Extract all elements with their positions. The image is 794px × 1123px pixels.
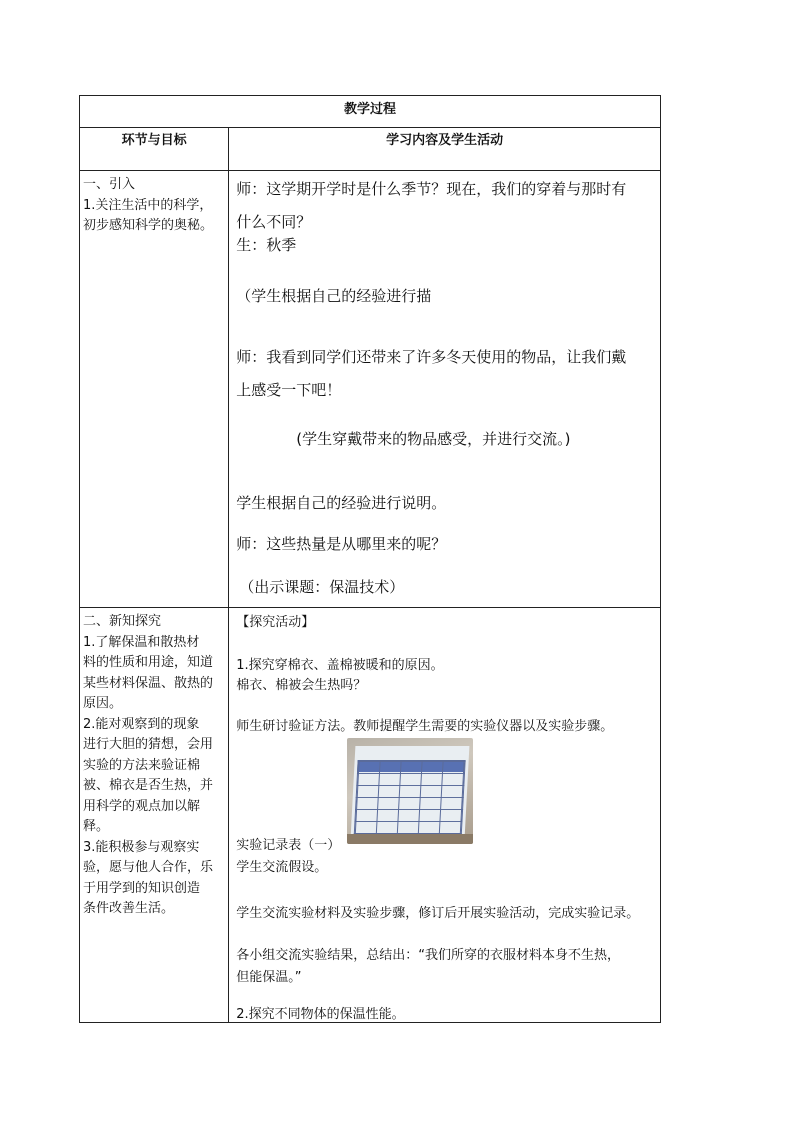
row-explore-content bbox=[229, 608, 661, 1023]
column-header-content-activity: 学习内容及学生活动 bbox=[229, 128, 661, 171]
goal-line: 用科学的观点加以解 bbox=[83, 798, 201, 814]
photo-caption: 实验记录表（一） bbox=[236, 838, 341, 853]
goal-line: 实验的方法来验证棉 bbox=[83, 757, 201, 773]
content-line: 学生交流假设。 bbox=[236, 860, 328, 875]
row-intro-goal bbox=[80, 171, 229, 608]
table-title: 教学过程 bbox=[80, 96, 661, 128]
goal-line: 条件改善生活。 bbox=[83, 901, 175, 916]
goal-line: 1.关注生活中的科学， bbox=[83, 197, 213, 213]
teaching-process-table bbox=[79, 95, 661, 1023]
row-intro-content bbox=[229, 171, 661, 608]
goal-line: 料的性质和用途，知道 bbox=[83, 655, 214, 670]
content-line: 什么不同？ bbox=[236, 213, 312, 231]
goal-line: 1.了解保温和散热材 bbox=[83, 634, 200, 650]
section-heading-explore: 二、新知探究 bbox=[83, 614, 162, 629]
goal-line: 3.能积极参与观察实 bbox=[83, 839, 200, 855]
content-line: 但能保温。” bbox=[236, 970, 302, 985]
goal-line: 释。 bbox=[83, 819, 110, 834]
goal-line: 被、棉衣是否生热，并 bbox=[83, 778, 214, 793]
goal-line: 验，愿与他人合作，乐 bbox=[83, 860, 214, 875]
content-line: （学生根据自己的经验进行描 bbox=[236, 287, 432, 305]
content-line: 师：这些热量是从哪里来的呢？ bbox=[236, 535, 447, 553]
content-line: 棉衣、棉被会生热吗？ bbox=[236, 678, 367, 693]
content-line: 各小组交流实验结果，总结出：“我们所穿的衣服材料本身不生热， bbox=[236, 948, 620, 963]
goal-line: 于用学到的知识创造 bbox=[83, 880, 201, 896]
content-line: 上感受一下吧！ bbox=[236, 381, 342, 399]
content-line: (学生穿戴带来的物品感受，并进行交流。) bbox=[296, 430, 571, 448]
row-explore-goal bbox=[80, 608, 229, 1023]
goal-line: 初步感知科学的奥秘。 bbox=[83, 218, 214, 233]
goal-line: 原因。 bbox=[83, 696, 123, 711]
content-line: 生：秋季 bbox=[236, 236, 297, 254]
goal-line: 某些材料保温、散热的 bbox=[83, 675, 214, 691]
section-heading-intro: 一、引入 bbox=[83, 177, 136, 192]
content-line: 学生根据自己的经验进行说明。 bbox=[236, 494, 447, 512]
column-header-stage-goal: 环节与目标 bbox=[80, 128, 229, 171]
photo-table-grid bbox=[354, 760, 466, 834]
goal-line: 2.能对观察到的现象 bbox=[83, 716, 200, 732]
content-line: 学生交流实验材料及实验步骤，修订后开展实验活动，完成实验记录。 bbox=[236, 906, 640, 921]
content-line: 师：我看到同学们还带来了许多冬天使用的物品，让我们戴 bbox=[236, 348, 627, 366]
content-line: 师：这学期开学时是什么季节？现在，我们的穿着与那时有 bbox=[236, 180, 627, 198]
content-line: （出示课题：保温技术） bbox=[239, 578, 405, 596]
content-line: 师生研讨验证方法。教师提醒学生需要的实验仪器以及实验步骤。 bbox=[236, 719, 614, 734]
content-line: 1.探究穿棉衣、盖棉被暖和的原因。 bbox=[236, 658, 444, 673]
content-line: 2.探究不同物体的保温性能。 bbox=[236, 1007, 405, 1022]
activity-heading: 【探究活动】 bbox=[236, 615, 315, 630]
goal-line: 进行大胆的猜想，会用 bbox=[83, 737, 214, 752]
experiment-record-table-photo bbox=[347, 738, 473, 844]
photo-paper-sheet bbox=[351, 746, 470, 838]
